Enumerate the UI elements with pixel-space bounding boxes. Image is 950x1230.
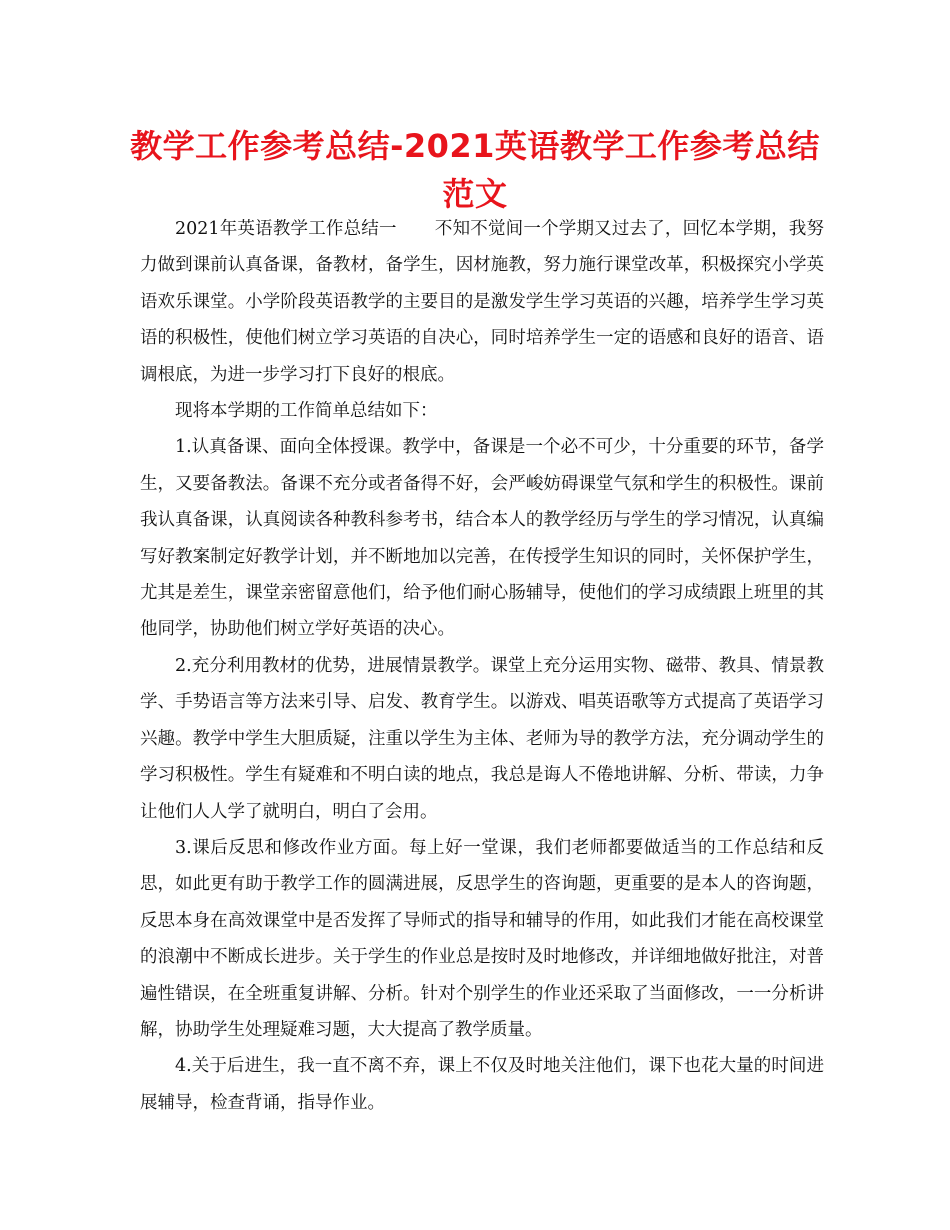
document-body <box>140 211 824 1121</box>
paragraph-point-1: 1.认真备课、面向全体授课。教学中，备课是一个必不可少，十分重要的环节，备学生，又要备教法。备课不充分或者备得不好，会严峻妨碍课堂气氛和学生的积极性。课前我认真备课，认真阅读各种教科参考书，结合本人的教学经历与学生的学习情况，认真编写好教案制定好教学计划，并不断地加以完善，在传授学生知识的同时，关怀保护学生，尤其是差生，课堂亲密留意他们，给予他们耐心肠辅导，使他们的学习成绩跟上班里的其他同学，协助他们树立学好英语的决心。 <box>140 437 824 640</box>
paragraph-point-3: 3.课后反思和修改作业方面。每上好一堂课，我们老师都要做适当的工作总结和反思，如此更有助于教学工作的圆满进展，反思学生的咨询题，更重要的是本人的咨询题，反思本身在高效课堂中是否发挥了导师式的指导和辅导的作用，如此我们才能在高校课堂的浪潮中不断成长进步。关于学生的作业总是按时及时地修改，并详细地做好批注，对普遍性错误，在全班重复讲解、分析。针对个别学生的作业还采取了当面修改，一一分析讲解，协助学生处理疑难习题，大大提高了教学质量。 <box>140 837 824 1040</box>
paragraph-intro <box>140 211 824 393</box>
document-title: 教学工作参考总结-2021英语教学工作参考总结范文 <box>130 127 820 213</box>
paragraph-point-2: 2.充分利用教材的优势，进展情景教学。课堂上充分运用实物、磁带、教具、情景教学、手势语言等方法来引导、启发、教育学生。以游戏、唱英语歌等方式提高了英语学习兴趣。教学中学生大胆质疑，注重以学生为主体、老师为导的教学方法，充分调动学生的学习积极性。学生有疑难和不明白读的地点，我总是诲人不倦地讲解、分析、带读，力争让他们人人学了就明白，明白了会用。 <box>140 655 824 822</box>
paragraph-text: 不知不觉间一个学期又过去了，回忆本学期，我努力做到课前认真备课，备教材，备学生，因材施教，努力施行课堂改革，积极探究小学英语欢乐课堂。小学阶段英语教学的主要目的是激发学生学习英语的兴趣，培养学生学习英语的积极性，使他们树立学习英语的自决心，同时培养学生一定的语感和良好的语音、语调根底，为进一步学习打下良好的根底。 <box>140 219 824 385</box>
intro-heading: 2021年英语教学工作总结一 <box>175 219 397 239</box>
paragraph-point-4: 4.关于后进生，我一直不离不弃，课上不仅及时地关注他们，课下也花大量的时间进展辅导，检查背诵，指导作业。 <box>140 1056 824 1113</box>
paragraph-summary-lead: 现将本学期的工作简单总结如下： <box>175 401 438 422</box>
